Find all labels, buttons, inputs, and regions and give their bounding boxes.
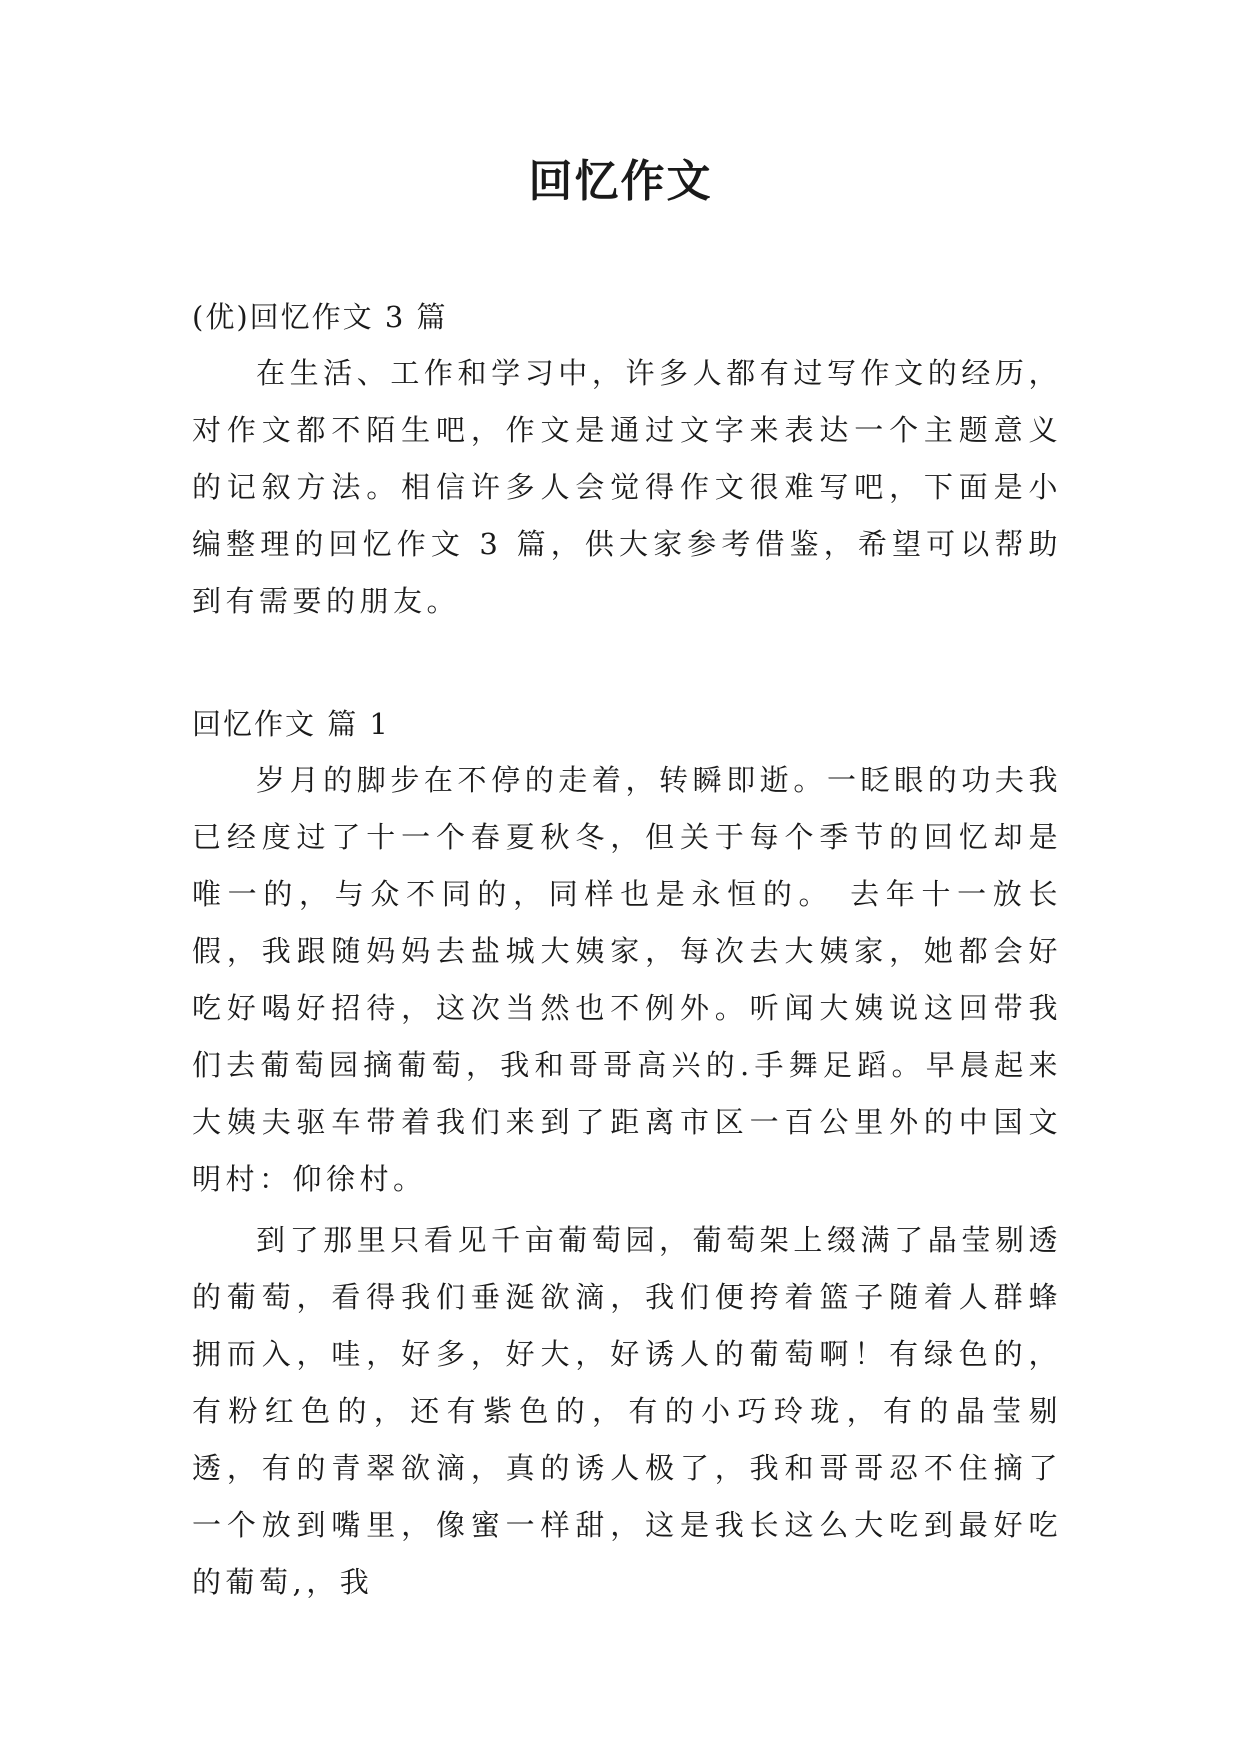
article-1-paragraph: 岁月的脚步在不停的走着，转瞬即逝。一眨眼的功夫我已经度过了十一个春夏秋冬，但关于每个季节的回忆却是唯一的，与众不同的，同样也是永恒的。 去年十一放长假，我跟随妈妈去盐城大姨家，每次去大姨家，她都会好吃好喝好招待，这次当然也不例外。听闻大姨说这回带我们去葡萄园摘葡萄，我和哥哥高兴的.手舞足蹈。早晨起来大姨夫驱车带着我们来到了距离市区一百公里外的中国文明村：仰徐村。 xyxy=(192,763,1062,1196)
collection-heading: (优)回忆作文 3 篇 xyxy=(192,300,448,334)
document-title: 回忆作文 xyxy=(528,156,713,207)
intro-paragraph: 在生活、工作和学习中，许多人都有过写作文的经历，对作文都不陌生吧，作文是通过文字来表达一个主题意义的记叙方法。相信许多人会觉得作文很难写吧，下面是小编整理的回忆作文 3 篇，供大家参考借鉴，希望可以帮助到有需要的朋友。 xyxy=(192,356,1062,618)
article-1-heading: 回忆作文 篇 1 xyxy=(192,707,390,741)
article-1-paragraph: 到了那里只看见千亩葡萄园，葡萄架上缀满了晶莹剔透的葡萄，看得我们垂涎欲滴，我们便挎着篮子随着人群蜂拥而入，哇，好多，好大，好诱人的葡萄啊！有绿色的，有粉红色的，还有紫色的，有的小巧玲珑，有的晶莹剔透，有的青翠欲滴，真的诱人极了，我和哥哥忍不住摘了一个放到嘴里，像蜜一样甜，这是我长这么大吃到最好吃的葡萄,，我 xyxy=(192,1223,1062,1599)
